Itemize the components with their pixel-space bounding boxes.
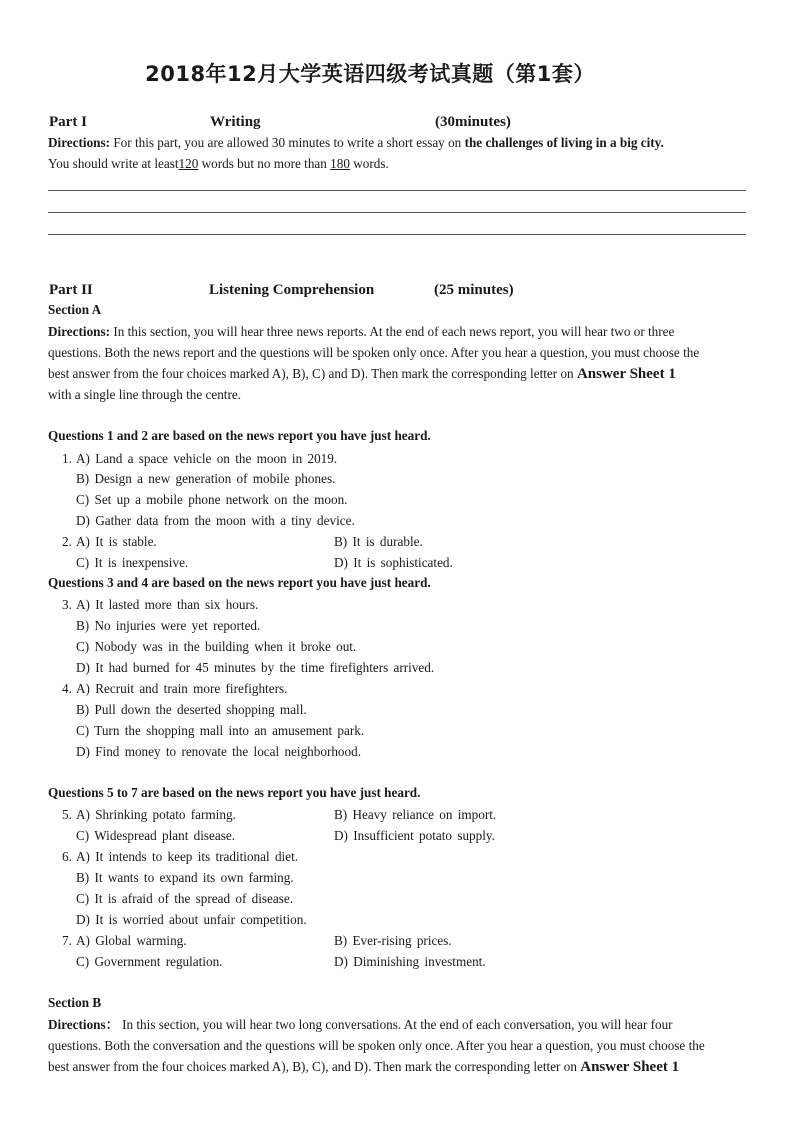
writing-line-3 bbox=[48, 234, 746, 235]
answer-sheet-ref: Answer Sheet 1 bbox=[576, 366, 676, 382]
section-b-directions-line2: questions. Both the conversation and the questions will be spoken only once. After you hear a question, you must choose the bbox=[48, 1038, 705, 1053]
section-a-directions-line3 bbox=[48, 365, 752, 383]
q4-option-d: D) Find money to renovate the local neighborhood. bbox=[76, 744, 362, 759]
question-number: 6. bbox=[62, 849, 72, 864]
directions-label: Directions： bbox=[48, 1017, 119, 1032]
section-a-directions-line1 bbox=[48, 323, 752, 341]
q3-option-d: D) It had burned for 45 minutes by the time firefighters arrived. bbox=[76, 660, 435, 675]
question-number: 5. bbox=[62, 807, 72, 822]
min-words: 120 bbox=[178, 156, 199, 171]
q5-option-d: D) Insufficient potato supply. bbox=[334, 828, 495, 843]
directions-label: Directions: bbox=[48, 324, 111, 339]
q1-option-a: A) Land a space vehicle on the moon in 2019. bbox=[76, 451, 338, 466]
question-number: 2. bbox=[62, 534, 72, 549]
directions-text: best answer from the four choices marked A), B), C), and D). Then mark the corresponding letter on bbox=[48, 1059, 581, 1074]
part1-name: Writing bbox=[210, 114, 261, 130]
answer-sheet-ref: Answer Sheet 1 bbox=[580, 1059, 680, 1075]
q2-option-d: D) It is sophisticated. bbox=[334, 555, 453, 570]
part2-time: (25 minutes) bbox=[434, 282, 514, 298]
directions-label: Directions: bbox=[48, 135, 111, 150]
question-number: 3. bbox=[62, 597, 72, 612]
q2-option-b: B) It is durable. bbox=[334, 534, 423, 549]
directions-text: For this part, you are allowed 30 minutes to write a short essay on bbox=[110, 135, 465, 150]
q6-option-c: C) It is afraid of the spread of disease. bbox=[76, 891, 294, 906]
q2-option-a: A) It is stable. bbox=[76, 534, 157, 549]
question-group-heading-2: Questions 3 and 4 are based on the news report you have just heard. bbox=[48, 575, 431, 590]
q3-option-a: A) It lasted more than six hours. bbox=[76, 597, 259, 612]
directions-text: In this section, you will hear three news reports. At the end of each news report, you will hear two or three bbox=[110, 324, 675, 339]
q1-option-b: B) Design a new generation of mobile phones. bbox=[76, 471, 336, 486]
q2-option-c: C) It is inexpensive. bbox=[76, 555, 189, 570]
part2-label: Part II bbox=[49, 282, 93, 298]
q7-option-b: B) Ever-rising prices. bbox=[334, 933, 452, 948]
section-b-directions-line3 bbox=[48, 1058, 752, 1076]
q4-option-c: C) Turn the shopping mall into an amusement park. bbox=[76, 723, 365, 738]
page-title: 2018年12月大学英语四级考试真题（第1套） bbox=[145, 62, 595, 86]
part1-label: Part I bbox=[49, 114, 87, 130]
writing-line-1 bbox=[48, 190, 746, 191]
directions-text: best answer from the four choices marked A), B), C) and D). Then mark the corresponding letter on bbox=[48, 366, 577, 381]
q1-option-c: C) Set up a mobile phone network on the moon. bbox=[76, 492, 348, 507]
writing-line-2 bbox=[48, 212, 746, 213]
section-b-directions-line1 bbox=[48, 1016, 752, 1034]
part2-name: Listening Comprehension bbox=[209, 282, 375, 298]
q3-option-b: B) No injuries were yet reported. bbox=[76, 618, 261, 633]
q1-option-d: D) Gather data from the moon with a tiny device. bbox=[76, 513, 355, 528]
section-a-label: Section A bbox=[48, 302, 102, 317]
q3-option-c: C) Nobody was in the building when it broke out. bbox=[76, 639, 357, 654]
word-limit-text-c: words. bbox=[349, 156, 389, 171]
section-b-label: Section B bbox=[48, 995, 102, 1010]
question-group-heading-1: Questions 1 and 2 are based on the news report you have just heard. bbox=[48, 428, 431, 443]
q4-option-a: A) Recruit and train more firefighters. bbox=[76, 681, 288, 696]
word-limit-text-b: words but no more than bbox=[198, 156, 331, 171]
part1-directions-line1 bbox=[48, 134, 752, 152]
essay-topic: the challenges of living in a big city. bbox=[464, 135, 664, 150]
q7-option-d: D) Diminishing investment. bbox=[334, 954, 486, 969]
section-a-directions-line4: with a single line through the centre. bbox=[48, 387, 241, 402]
section-a-directions-line2: questions. Both the news report and the questions will be spoken only once. After you hear a question, you must choose the bbox=[48, 345, 700, 360]
q4-option-b: B) Pull down the deserted shopping mall. bbox=[76, 702, 307, 717]
word-limit-text-a: You should write at least bbox=[48, 156, 179, 171]
q5-option-b: B) Heavy reliance on import. bbox=[334, 807, 497, 822]
q6-option-d: D) It is worried about unfair competition. bbox=[76, 912, 307, 927]
part1-time: (30minutes) bbox=[435, 114, 511, 130]
q6-option-a: A) It intends to keep its traditional diet. bbox=[76, 849, 299, 864]
question-number: 4. bbox=[62, 681, 72, 696]
part1-directions-line2 bbox=[48, 155, 752, 173]
q7-option-c: C) Government regulation. bbox=[76, 954, 223, 969]
q7-option-a: A) Global warming. bbox=[76, 933, 187, 948]
q5-option-c: C) Widespread plant disease. bbox=[76, 828, 236, 843]
question-number: 7. bbox=[62, 933, 72, 948]
question-group-heading-3: Questions 5 to 7 are based on the news report you have just heard. bbox=[48, 785, 421, 800]
q5-option-a: A) Shrinking potato farming. bbox=[76, 807, 236, 822]
directions-text: In this section, you will hear two long conversations. At the end of each conversation, you will hear four bbox=[118, 1017, 673, 1032]
question-number: 1. bbox=[62, 451, 72, 466]
q6-option-b: B) It wants to expand its own farming. bbox=[76, 870, 294, 885]
max-words: 180 bbox=[330, 156, 350, 171]
